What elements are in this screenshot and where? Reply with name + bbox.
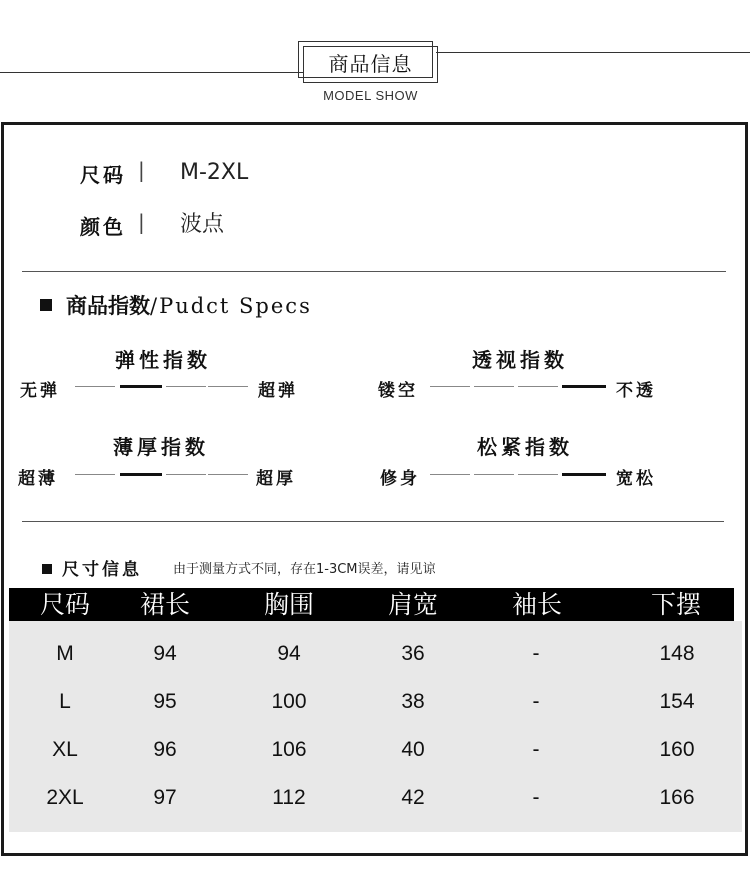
cell-bust: 100 [271,690,307,713]
cell-sleeve: - [532,642,540,665]
elasticity-segment-1 [75,386,115,387]
header-title: 商品信息 [328,52,413,76]
size-separator: | [138,158,145,182]
col-header-length: 裙长 [139,590,190,619]
square-bullet-icon [42,564,52,574]
transparency-segment-1 [430,386,470,387]
thickness-index-title: 薄厚指数 [113,435,209,459]
divider-top [22,271,726,272]
elasticity-segment-2-active [120,385,162,388]
thickness-right-label: 超厚 [256,469,296,489]
cell-length: 94 [153,642,177,665]
color-value: 波点 [180,212,225,237]
elasticity-segment-3 [166,386,206,387]
square-bullet-icon [40,299,52,311]
color-label: 颜色 [80,215,126,239]
cell-length: 97 [153,786,177,809]
col-header-size: 尺码 [39,590,90,619]
cell-shoulder: 42 [401,786,425,809]
col-header-bust: 胸围 [263,590,314,619]
cell-bust: 112 [272,786,306,809]
cell-size: M [56,642,74,665]
fit-left-label: 修身 [380,469,420,489]
fit-segment-1 [430,474,470,475]
transparency-segment-3 [518,386,558,387]
cell-hem: 160 [659,738,695,761]
fit-index-title: 松紧指数 [477,435,573,459]
elasticity-right-label: 超弹 [258,381,298,401]
thickness-segment-1 [75,474,115,475]
size-label: 尺码 [80,163,126,187]
cell-bust: 94 [277,642,301,665]
cell-sleeve: - [532,690,540,713]
size-section-title [42,555,142,580]
size-value: M-2XL [180,160,249,185]
cell-bust: 106 [271,738,307,761]
cell-hem: 154 [659,690,695,713]
fit-segment-2 [474,474,514,475]
cell-size: XL [52,738,78,761]
col-header-shoulder: 肩宽 [387,590,438,619]
header-line-right [436,52,750,53]
divider-bottom [22,521,724,522]
col-header-sleeve: 袖长 [511,590,562,619]
cell-length: 96 [153,738,177,761]
transparency-segment-4-active [562,385,606,388]
transparency-left-label: 镂空 [378,381,418,401]
elasticity-left-label: 无弹 [20,381,60,401]
fit-segment-3 [518,474,558,475]
specs-title-cn: 商品指数 [66,294,150,318]
header-subtitle: MODEL SHOW [323,88,418,103]
col-header-hem: 下摆 [650,590,701,619]
cell-length: 95 [153,690,177,713]
size-measurement-note: 由于测量方式不同，存在1-3CM误差，请见谅 [173,562,436,577]
header-line-left [0,72,303,73]
cell-shoulder: 36 [401,642,425,665]
cell-sleeve: - [532,786,540,809]
cell-sleeve: - [532,738,540,761]
cell-hem: 166 [659,786,695,809]
size-title-text: 尺寸信息 [62,560,142,580]
cell-shoulder: 40 [401,738,425,761]
fit-right-label: 宽松 [616,469,656,489]
transparency-index-title: 透视指数 [472,348,568,372]
cell-shoulder: 38 [401,690,425,713]
fit-segment-4-active [562,473,606,476]
thickness-left-label: 超薄 [18,469,58,489]
transparency-segment-2 [474,386,514,387]
thickness-segment-2-active [120,473,162,476]
specs-title-en: /Pudct Specs [150,294,312,318]
cell-size: 2XL [46,786,84,809]
elasticity-index-title: 弹性指数 [115,348,211,372]
specs-section-title [40,290,312,320]
elasticity-segment-4 [208,386,248,387]
transparency-right-label: 不透 [616,381,656,401]
cell-size: L [59,690,71,713]
color-separator: | [138,210,145,234]
thickness-segment-4 [208,474,248,475]
cell-hem: 148 [659,642,695,665]
thickness-segment-3 [166,474,206,475]
